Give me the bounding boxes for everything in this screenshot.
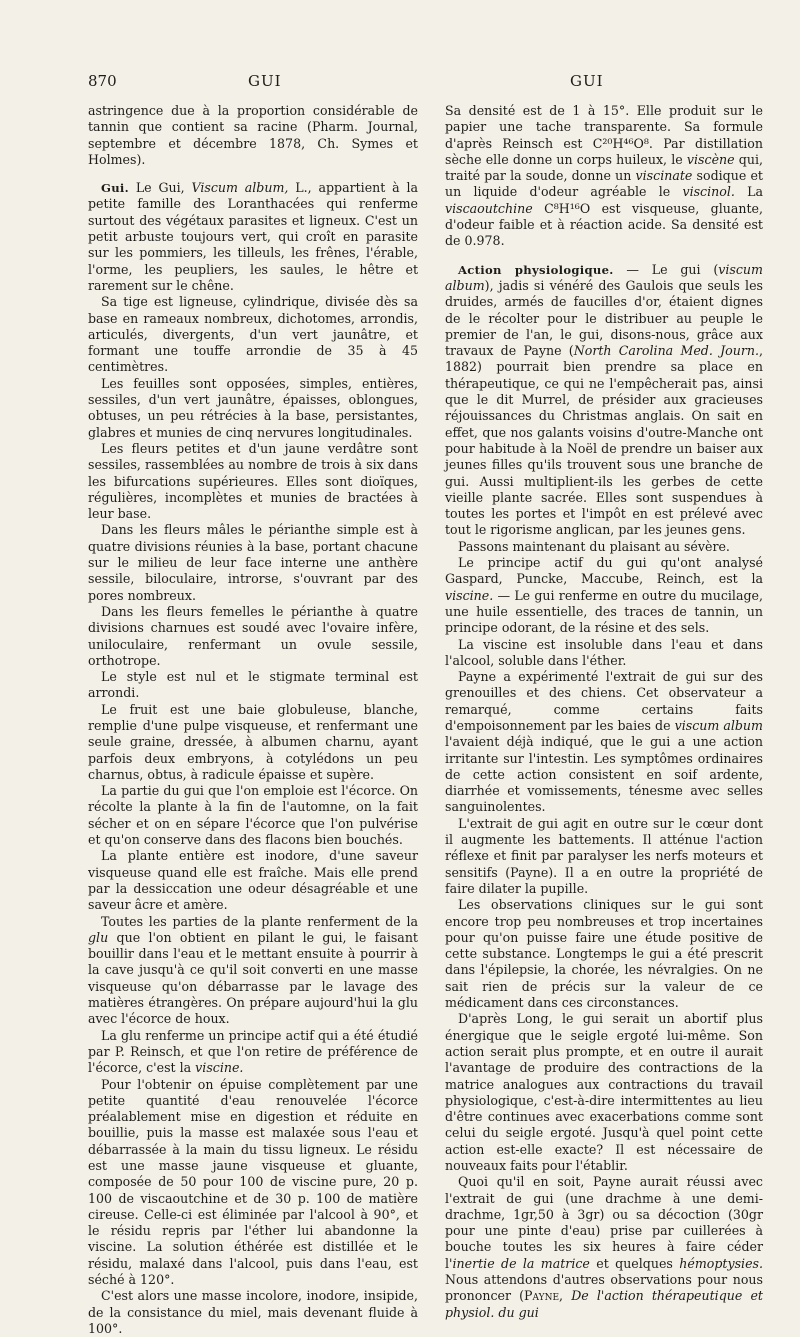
paragraph-glu-principe: La glu renferme un principe actif qui a été étudié par P. Reinsch, et que l'on retire de préférence de l'écorce, c'est la viscine. [88,1027,418,1076]
entry-gui: Gui. Le Gui, Viscum album, L., appartient à la petite famille des Loranthacées qui renferme surtout des végétaux parasites et ligneux. C'est un petit arbuste toujours vert, qui croît en parasite sur les pommiers, les tilleuls, les frênes, l'érable, l'orme, les peupliers, les saules, le hêtre et rarement sur le chêne. [88,180,418,293]
right-column [445,103,763,1321]
paragraph-principe-actif: Le principe actif du gui qu'ont analysé Gaspard, Puncke, Maccube, Reinch, est la viscine. — Le gui renferme en outre du mucilage, une huile essentielle, des traces de tannin, un principe odorant, de la résine et des sels. [445,555,763,636]
running-header [0,72,800,98]
left-column [88,103,418,1337]
page-number: 870 [88,72,117,90]
entry-headword: Gui. [101,181,129,196]
paragraph-inodore: La plante entière est inodore, d'une saveur visqueuse quand elle est fraîche. Mais elle prend par la dessiccation une odeur désagréable et une saveur âcre et amère. [88,848,418,913]
paragraph-tige: Sa tige est ligneuse, cylindrique, divisée dès sa base en rameaux nombreux, dichotomes, arrondis, articulés, divergents, d'un vert jaunâtre, et formant une touffe arrondie de 35 à 45 centimètres. [88,294,418,375]
paragraph-payne: Payne a expérimenté l'extrait de gui sur des grenouilles et des chiens. Cet observateur a remarqué, comme certains faits d'empoisonnement par les baies de viscum album l'avaient déjà indiqué, que le gui a une action irritante sur l'intestin. Les symptômes ordinaires de cette action consistent en soif ardente, diarrhée et vomissements, ténesme avec selles sanguinolentes. [445,669,763,815]
paragraph-quoi: Quoi qu'il en soit, Payne aurait réussi avec l'extrait de gui (une drachme à une demi-drachme, 1gr,50 à 3gr) ou sa décoction (30gr pour une pinte d'eau) prise par cuillerées à bouche toutes les six heures à faire céder l'inertie de la matrice et quelques hémoptysies. Nous attendons d'autres observations pour nous prononcer (Payne, De l'action thérapeutique et physiol. du gui [445,1174,763,1320]
paragraph-intro: astringence due à la proportion considérable de tannin que contient sa racine (Pharm. Journal, septembre et décembre 1878, Ch. Symes et Holmes). [88,103,418,167]
paragraph-long: D'après Long, le gui serait un abortif plus énergique que le seigle ergoté lui-même. Son action serait plus prompte, et en outre il aurait l'avantage de produire des contractions de la matrice analogues aux contractions du travail physiologique, c'est-à-dire intermittentes au lieu d'être continues avec exacerbations comme sont celui du seigle ergoté. Jusqu'à quel point cette action est-elle exacte? Il est nécessaire de nouveaux faits pour l'établir. [445,1011,763,1173]
paragraph-masse: C'est alors une masse incolore, inodore, insipide, de la consistance du miel, mais devenant fluide à 100°. [88,1288,418,1336]
paragraph-extrait: L'extrait de gui agit en outre sur le cœur dont il augmente les battements. Il atténue l'action réflexe et finit par paralyser les nerfs moteurs et sensitifs (Payne). Il a en outre la propriété de faire dilater la pupille. [445,815,763,896]
paragraph-densite: Sa densité est de 1 à 15°. Elle produit sur le papier une tache transparente. Sa formule d'après Reinsch est C²⁰H⁴⁶O⁸. Par distillation sèche elle donne un corps huileux, le viscène qui, traité par la soude, donne un viscinate sodique et un liquide d'odeur agréable le viscinol. La viscaoutchine C⁸H¹⁶O est visqueuse, gluante, d'odeur faible et à réaction acide. Sa densité est de 0.978. [445,103,763,249]
paragraph-fleurs: Les fleurs petites et d'un jaune verdâtre sont sessiles, rassemblées au nombre de trois à six dans les bifurcations supérieures. Elles sont dioïques, régulières, incomplètes et munies de bractées à leur base. [88,440,418,522]
paragraph-style: Le style est nul et le stigmate terminal est arrondi. [88,669,418,701]
paragraph-feuilles: Les feuilles sont opposées, simples, entières, sessiles, d'un vert jaunâtre, épaisses, oblongues, obtuses, un peu rétrécies à la base, persistantes, glabres et munies de cinq nervures longitudinales. [88,375,418,440]
section-heading: Action physiologique. [458,262,614,277]
paragraph-fruit: Le fruit est une baie globuleuse, blanche, remplie d'une pulpe visqueuse, et renfermant une seule graine, dressée, à albumen charnu, ayant parfois deux embryons, à cotylédons un peu charnus, obtus, à radicule épaisse et supère. [88,701,418,782]
paragraph-observations: Les observations cliniques sur le gui sont encore trop peu nombreuses et trop incertaines pour qu'on puisse faire une étude positive de cette substance. Longtemps le gui a été prescrit dans l'épilepsie, la chorée, les névralgies. On ne sait rien de précis sur la valeur de ce médicament dans ces circonstances. [445,897,763,1011]
paragraph-passons: Passons maintenant du plaisant au sévère. [458,538,730,554]
paragraph-insoluble: La viscine est insoluble dans l'eau et dans l'alcool, soluble dans l'éther. [445,636,763,668]
paragraph-fleurs-femelles: Dans les fleurs femelles le périanthe à quatre divisions charnues est soudé avec l'ovaire infère, uniloculaire, renfermant un ovule sessile, orthotrope. [88,603,418,668]
running-head-right: GUI [570,72,604,90]
paragraph-fleurs-males: Dans les fleurs mâles le périanthe simple est à quatre divisions réunies à la base, portant chacune sur le milieu de leur face interne une anthère sessile, biloculaire, introrse, s'ouvrant par des pores nombreux. [88,522,418,603]
paragraph-glu: Toutes les parties de la plante renferment de la glu que l'on obtient en pilant le gui, le faisant bouillir dans l'eau et le mettant ensuite à pourrir à la cave jusqu'à ce qu'il soit converti en une masse visqueuse qu'on débarrasse par le lavage des matières étrangères. On prépare aujourd'hui la glu avec l'écorce de houx. [88,913,418,1027]
paragraph-obtenir: Pour l'obtenir on épuise complètement par une petite quantité d'eau renouvelée l'écorce préalablement mise en digestion et réduite en bouillie, puis la masse est malaxée sous l'eau et débarrassée à la main du tissu ligneux. Le résidu est une masse jaune visqueuse et gluante, composée de 50 pour 100 de viscine pure, 20 p. 100 de viscaoutchine et de 30 p. 100 de matière cireuse. Celle-ci est éliminée par l'alcool à 90°, et le résidu repris par l'éther lui abandonne la viscine. La solution éthérée est distillée et le résidu, malaxé dans l'alcool, puis dans l'eau, est séché à 120°. [88,1076,418,1288]
section-action-physiologique: Action physiologique. — Le gui (viscum album), jadis si vénéré des Gaulois que seuls les druides, armés de faucilles d'or, étaient dignes de le récolter pour le distribuer au peuple le premier de l'an, le gui, disons-nous, grâce aux travaux de Payne (North Carolina Med. Journ., 1882) pourrait bien prendre sa place en thérapeutique, ce qui ne l'empêcherait pas, ainsi que le dit Murrel, de présider aux gracieuses réjouissances du Christmas anglais. On sait en effet, que nos galants voisins d'outre-Manche ont pour habitude à la Noël de prendre un baiser aux jeunes filles qu'ils trouvent sous une branche de gui. Aussi multiplient-ils les gerbes de cette vieille plante sacrée. Elles sont suspendues à toutes les portes et l'impôt en est prélevé avec tout le rigorisme anglican, par les jeunes gens. [445,261,763,538]
paragraph-partie: La partie du gui que l'on emploie est l'écorce. On récolte la plante à la fin de l'automne, on la fait sécher et on en sépare l'écorce que l'on pulvérise et qu'on conserve dans des flacons bien bouchés. [88,783,418,848]
running-head-left: GUI [248,72,282,90]
